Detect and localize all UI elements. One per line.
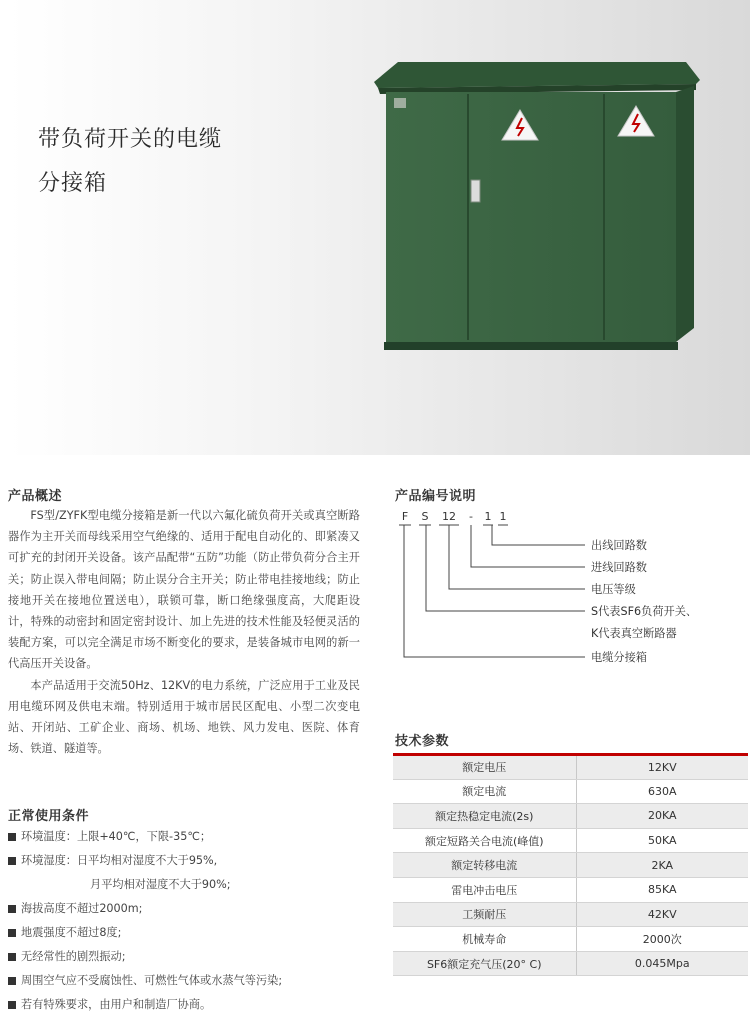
specs-heading: 技术参数 [395, 734, 450, 749]
code-label-cable-box: 电缆分接箱 [591, 651, 647, 664]
code-label-outgoing: 出线回路数 [591, 539, 647, 552]
table-row: 额定热稳定电流(2s) 20KA [393, 804, 748, 829]
code-label-incoming: 进线回路数 [591, 561, 647, 574]
code-char-f: F [401, 510, 409, 523]
overview-text [8, 505, 360, 759]
list-item: 月平均相对湿度不大于90%; [90, 878, 231, 891]
table-row: SF6额定充气压(20° C) 0.045Mpa [393, 951, 748, 976]
code-char-out: 1 [499, 510, 507, 523]
product-code-diagram [395, 500, 735, 680]
list-item: 无经常性的剧烈振动; [8, 945, 378, 969]
overview-paragraph-2: 本产品适用于交流50Hz、12KV的电力系统，广泛应用于工业及民用电缆环网及供电末端。特别适用于城市居民区配电、小型二次变电站、开闭站、工矿企业、商场、机场、地铁、风力发电、医院、体育场、铁道、隧道等。 [8, 678, 360, 756]
cable-branch-box-image [368, 58, 708, 358]
conditions-heading: 正常使用条件 [8, 809, 90, 824]
bullet-square-icon [8, 905, 16, 913]
conditions-list [8, 825, 378, 1013]
table-row: 雷电冲击电压 85KA [393, 877, 748, 902]
list-item: 海拔高度不超过2000m; [8, 897, 378, 921]
bullet-square-icon [8, 833, 16, 841]
list-item: 周围空气应不受腐蚀性、可燃性气体或水蒸气等污染; [8, 969, 378, 993]
table-row: 工频耐压 42KV [393, 902, 748, 927]
table-row: 额定短路关合电流(峰值) 50KA [393, 828, 748, 853]
list-item: 环境温度：上限+40℃，下限-35℃； [8, 825, 378, 849]
product-title-line1: 带负荷开关的电缆 [38, 127, 223, 152]
bullet-square-icon [8, 857, 16, 865]
code-label-voltage: 电压等级 [591, 583, 636, 596]
bullet-square-icon [8, 977, 16, 985]
table-row: 额定转移电流 2KA [393, 853, 748, 878]
list-item: 地震强度不超过8度; [8, 921, 378, 945]
table-row: 机械寿命 2000次 [393, 927, 748, 952]
bullet-square-icon [8, 1001, 16, 1009]
list-item: 若有特殊要求，由用户和制造厂协商。 [8, 993, 378, 1013]
list-item: 环境湿度：日平均相对湿度不大于95%, [8, 849, 378, 873]
code-char-s: S [421, 510, 429, 523]
code-heading: 产品编号说明 [395, 489, 477, 504]
code-char-voltage: 12 [442, 510, 456, 523]
overview-heading: 产品概述 [8, 489, 63, 504]
code-char-dash: - [469, 510, 473, 523]
product-title [38, 118, 222, 206]
table-row: 额定电流 630A [393, 779, 748, 804]
code-label-sf6: S代表SF6负荷开关、 [591, 605, 698, 618]
hero-banner [8, 0, 750, 455]
overview-paragraph-1: FS型/ZYFK型电缆分接箱是新一代以六氟化硫负荷开关或真空断路器作为主开关而母线采用空气绝缘的、适用于配电自动化的、即紧凑又可扩充的封闭开关设备。该产品配带“五防”功能（防止带负荷分合主开关；防止误入带电间隔；防止误分合主开关；防止带电挂接地线；防止接地开关在接地位置送电），联锁可靠，断口绝缘强度高，大爬距设计，特殊的动密封和固定密封设计、加上先进的技术性能及轻便灵活的装配方案，可以完全满足市场不断变化的要求，是装备城市电网的新一代高压开关设备。 [8, 509, 360, 671]
table-row: 额定电压 12KV [393, 755, 748, 780]
product-title-line2: 分接箱 [38, 171, 108, 196]
spec-table [393, 753, 748, 976]
bullet-square-icon [8, 929, 16, 937]
code-char-in: 1 [484, 510, 492, 523]
code-label-vacuum: K代表真空断路器 [591, 627, 677, 640]
bullet-square-icon [8, 953, 16, 961]
